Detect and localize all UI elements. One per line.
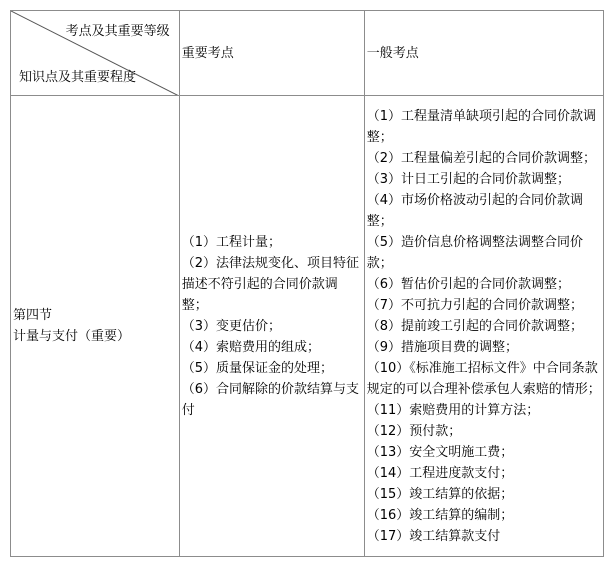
general-point-item: （10）《标准施工招标文件》中合同条款规定的可以合理补偿承包人索赔的情形；: [366, 360, 601, 397]
general-point-item: （6）暂估价引起的合同价款调整；: [366, 276, 571, 292]
general-point-item: （2）工程量偏差引起的合同价款调整；: [366, 150, 597, 166]
diagonal-header-bottom-label: 知识点及其重要程度: [19, 70, 137, 85]
general-points-header: 一般考点: [364, 11, 603, 96]
general-point-item: （14）工程进度款支付；: [366, 465, 514, 481]
general-points-list: [367, 106, 601, 547]
important-point-item: （5）质量保证金的处理；: [181, 360, 333, 376]
important-point-item: （1）工程计量；: [181, 234, 281, 250]
general-point-item: （3）计日工引起的合同价款调整；: [366, 171, 571, 187]
section-title: 计量与支付（重要）: [13, 329, 131, 344]
important-point-item: （2）法律法规变化、项目特征描述不符引起的合同价款调整；: [181, 255, 359, 313]
general-point-item: （17）竣工结算款支付: [366, 528, 501, 544]
general-point-item: （5）造价信息价格调整法调整合同价款；: [366, 234, 584, 271]
general-point-item: （11）索赔费用的计算方法；: [366, 402, 540, 418]
important-point-item: （4）索赔费用的组成；: [181, 339, 320, 355]
general-point-item: （4）市场价格波动引起的合同价款调整；: [366, 192, 584, 229]
section-number: 第四节: [13, 308, 53, 323]
general-point-item: （1）工程量清单缺项引起的合同价款调整；: [366, 108, 597, 145]
section-row: [11, 96, 604, 557]
important-points-header: 重要考点: [179, 11, 364, 96]
important-points-list: [182, 232, 362, 421]
exam-points-table-wrapper: [10, 10, 604, 557]
general-point-item: （13）安全文明施工费；: [366, 444, 514, 460]
general-point-item: （7）不可抗力引起的合同价款调整；: [366, 297, 584, 313]
general-point-item: （12）预付款；: [366, 423, 462, 439]
general-point-item: （8）提前竣工引起的合同价款调整；: [366, 318, 584, 334]
header-row: [11, 11, 604, 96]
general-point-item: （9）措施项目费的调整；: [366, 339, 519, 355]
diagonal-header-top-label: 考点及其重要等级: [65, 24, 170, 39]
general-point-item: （15）竣工结算的依据；: [366, 486, 514, 502]
general-points-cell: [364, 96, 603, 557]
diagonal-header-cell: [11, 11, 180, 96]
important-point-item: （3）变更估价；: [181, 318, 281, 334]
section-cell: [11, 96, 180, 557]
general-point-item: （16）竣工结算的编制；: [366, 507, 514, 523]
important-point-item: （6）合同解除的价款结算与支付: [181, 381, 359, 418]
important-points-cell: [179, 96, 364, 557]
exam-points-table: [10, 10, 604, 557]
